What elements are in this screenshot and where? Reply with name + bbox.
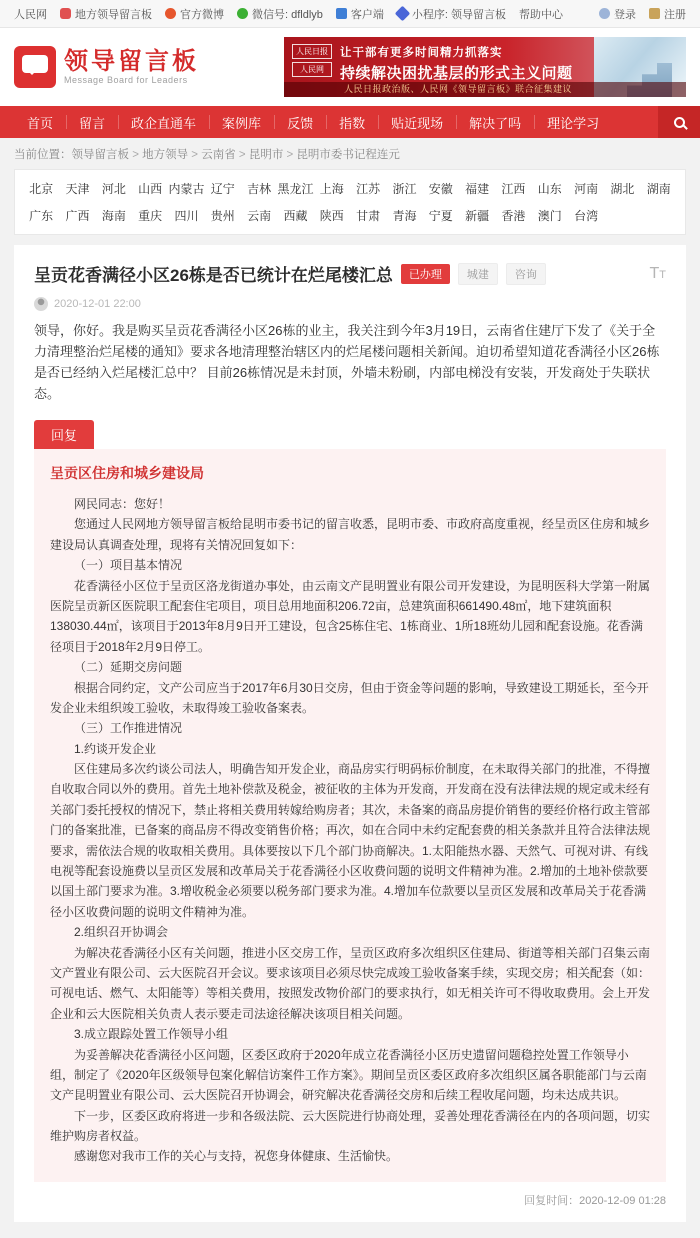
province-link[interactable]: 内蒙古: [168, 182, 205, 196]
status-badge: 已办理: [401, 264, 450, 284]
weibo-icon: [165, 8, 176, 19]
nav-item-solved[interactable]: 解决了吗: [456, 106, 534, 138]
province-link[interactable]: 江苏: [356, 182, 381, 196]
nav-item-home[interactable]: 首页: [27, 115, 54, 131]
nav-item-feedback[interactable]: 反馈: [274, 106, 326, 138]
reply-tab-label: 回复: [34, 420, 94, 449]
reply-timestamp: [34, 1192, 666, 1208]
topbar-link-client-app[interactable]: [336, 6, 384, 22]
register-link[interactable]: [649, 6, 686, 22]
reply-paragraph: 您通过人民网地方领导留言板给昆明市委书记的留言收悉，昆明市委、市政府高度重视，经呈贡区住房和城乡建设局认真调查处理，现将有关情况回复如下：: [50, 517, 651, 552]
province-link[interactable]: 黑龙江: [277, 182, 314, 196]
mobile-app-icon: [336, 8, 347, 19]
province-link[interactable]: 福建: [465, 182, 490, 196]
province-link[interactable]: 台湾: [574, 209, 599, 223]
province-link[interactable]: 山西: [138, 182, 163, 196]
province-link[interactable]: 山东: [537, 182, 562, 196]
breadcrumb: [0, 138, 700, 169]
reply-time-value: 2020-12-09 01:28: [579, 1194, 666, 1207]
province-link[interactable]: 陕西: [319, 209, 344, 223]
topbar-label: 官方微博: [180, 8, 224, 21]
nav-item-gov-enterprise[interactable]: 政企直通车: [118, 106, 209, 138]
post-meta-row: [34, 297, 666, 311]
pen-icon: [649, 8, 660, 19]
breadcrumb-item[interactable]: > 昆明市委书记程连元: [283, 149, 400, 161]
login-label: 登录: [614, 8, 636, 21]
reply-paragraph: 为解决花香满径小区有关问题，推进小区交房工作，呈贡区政府多次组织区住建局、街道等相关部门召集云南文产置业有限公司、云大医院召开会议。要求该项目必须尽快完成竣工验收备案手续，实现交房；相关配套（如：可视电话、燃气、太阳能等）等相关费用，按照发改物价部门的要求执行，如无相关许可不得收取费用。会上开发企业和云大医院相关负责人表示要走司法途径解决该项目相关问题。: [50, 945, 651, 1021]
site-subtitle: Message Board for Leaders: [64, 75, 188, 86]
reply-paragraph: 根据合同约定，文产公司应当于2017年6月30日交房，但由于资金等问题的影响，导致建设工期延长，至今开发企业未组织竣工验收，未取得竣工验收备案表。: [50, 680, 649, 715]
message-bubble-icon: [60, 8, 71, 19]
breadcrumb-label: 当前位置：: [14, 149, 72, 161]
reply-paragraph: （二）延期交房问题: [74, 660, 183, 675]
province-link[interactable]: 宁夏: [428, 209, 453, 223]
banner-headline: [340, 44, 573, 83]
province-link[interactable]: 甘肃: [356, 209, 381, 223]
logo-speech-bubble-icon: [14, 46, 56, 88]
reply-paragraph: 2.组织召开协调会: [74, 925, 169, 940]
nav-item-case-library[interactable]: 案例库: [209, 106, 274, 138]
province-link[interactable]: 江西: [501, 182, 526, 196]
banner-line2: 持续解决困扰基层的形式主义问题: [340, 65, 573, 82]
topbar-link-mini-program[interactable]: [397, 6, 506, 22]
font-size-tool[interactable]: [649, 265, 666, 283]
top-utility-bar: [0, 0, 700, 28]
reply-paragraphs: [50, 494, 650, 1167]
reply-paragraph: 为妥善解决花香满径小区问题，区委区政府于2020年成立花香满径小区历史遗留问题稳控处置工作领导小组，制定了《2020年区级领导包案化解信访案件工作方案》。期间呈贡区委区政府多次组织区属各职能部门与云南文产昆明置业有限公司、云大医院召开协调会，研究解决花香满径交房和后续工程收尾问题，均未达成共识。: [50, 1047, 647, 1103]
banner-strip-text: 人民日报政治版、人民网《领导留言板》联合征集建议: [284, 82, 686, 97]
banner-ad[interactable]: [284, 37, 686, 97]
banner-brand-logos: [292, 44, 332, 77]
reply-paragraph: （一）项目基本情况: [74, 558, 183, 573]
login-link[interactable]: [599, 6, 636, 22]
reply-time-label: 回复时间：: [524, 1194, 580, 1207]
province-link[interactable]: 北京: [29, 182, 54, 196]
province-row: [23, 175, 677, 202]
province-links-panel: [14, 169, 686, 235]
topbar-label: 人民网: [14, 8, 47, 21]
province-link[interactable]: 上海: [319, 182, 344, 196]
search-icon: [674, 117, 685, 128]
nav-item-theory-study[interactable]: 理论学习: [534, 106, 612, 138]
reply-paragraph: 感谢您对我市工作的关心与支持，祝您身体健康、生活愉快。: [74, 1149, 399, 1164]
nav-item-index[interactable]: 指数: [326, 106, 378, 138]
breadcrumb-item[interactable]: > 云南省: [188, 149, 236, 161]
reply-paragraph: 区住建局多次约谈公司法人，明确告知开发企业，商品房实行明码标价制度，在未取得关部门的批准，不得擅自收取合同以外的费用。首先土地补偿款及税金，被征收的主体为开发商，开发商在没有法律法规的规定或未经有关部门委托授权的情况下，禁止将相关费用转嫁给购房者；其次，未备案的商品房提价销售的要经价格行政主管部门的备案批准，已备案的商品房不得改变销售价格；再次，如在合同中未约定配套费的相关条款并且符合法律法规要求，需依法合规的收取相关费用。具体要按以下几个部门协商解决。1.太阳能热水器、天然气、可视对讲、有线电视等配套设施费以呈贡区发展和改革局关于花香满径小区收费问题的说明文件精神为准。2.增加的土地补偿款要以国土部门要求为准。3.增收税金必须要以税务部门要求为准。4.增加车位款要以呈贡区发展和改革局关于花香满径小区收费问题的说明文件精神为准。: [50, 762, 651, 919]
topbar-label: 客户端: [350, 8, 384, 21]
topbar-label: 小程序: 领导留言板: [411, 8, 507, 21]
province-link[interactable]: 新疆: [465, 209, 490, 223]
province-link[interactable]: 香港: [501, 209, 526, 223]
user-icon: [599, 8, 610, 19]
province-link[interactable]: 安徽: [428, 182, 453, 196]
province-link[interactable]: 广东: [29, 209, 54, 223]
post-card: [14, 245, 686, 1222]
province-link[interactable]: 四川: [174, 209, 199, 223]
topbar-link-help-center[interactable]: [519, 6, 563, 22]
province-link[interactable]: 浙江: [392, 182, 417, 196]
search-button[interactable]: [658, 106, 700, 138]
province-link[interactable]: 湖南: [646, 182, 671, 196]
province-link[interactable]: 河北: [101, 182, 126, 196]
province-link[interactable]: 河南: [574, 182, 599, 196]
nav-item-messages[interactable]: 留言: [66, 106, 118, 138]
reply-box: [34, 449, 666, 1182]
banner-line1: 让干部有更多时间精力抓落实: [340, 47, 503, 59]
reply-paragraph: 花香满径小区位于呈贡区洛龙街道办事处，由云南文产昆明置业有限公司开发建设，为昆明医科大学第一附属医院呈贡新区医院职工配套住宅项目，项目总用地面积206.72亩，总建筑面积661490.48㎡，地下建筑面积138030.44㎡，该项目于2013年8月9日开工建设，包含25栋住宅、1栋商业、1所18班幼儿园和配套设施。花香满径项目于2018年2月9日停工。: [50, 578, 651, 654]
breadcrumb-item[interactable]: 领导留言板: [71, 149, 129, 161]
font-small-label: T: [659, 268, 666, 281]
province-link[interactable]: 吉林: [247, 182, 272, 196]
nav-item-on-the-scene[interactable]: 贴近现场: [378, 106, 456, 138]
site-logo[interactable]: [14, 46, 199, 88]
peoples-daily-logo: 人民日报: [292, 44, 332, 59]
province-link[interactable]: 澳门: [537, 209, 562, 223]
province-link[interactable]: 海南: [101, 209, 126, 223]
province-link[interactable]: 辽宁: [210, 182, 235, 196]
province-link[interactable]: 重庆: [138, 209, 163, 223]
reply-paragraph: 下一步，区委区政府将进一步和各级法院、云大医院进行协商处理，妥善处理花香满径在内的各项问题，切实维护购房者权益。: [50, 1108, 651, 1144]
font-large-label: T: [649, 264, 660, 282]
main-nav: [0, 106, 700, 138]
mini-program-icon: [395, 6, 411, 22]
reply-paragraph: （三）工作推进情况: [74, 721, 183, 736]
register-label: 注册: [664, 8, 686, 21]
user-avatar: [34, 297, 48, 311]
post-title: 呈贡花香满径小区26栋是否已统计在烂尾楼汇总: [34, 266, 393, 285]
reply-paragraph: 1.约谈开发企业: [74, 741, 157, 756]
topbar-link-weibo[interactable]: [165, 6, 224, 22]
topbar-link-wechat[interactable]: [237, 6, 323, 22]
topbar-label: 微信号: dfldlyb: [252, 8, 323, 21]
province-link[interactable]: 广西: [65, 209, 90, 223]
peoples-net-logo: 人民网: [292, 62, 332, 77]
site-header: [0, 28, 700, 106]
province-link[interactable]: 天津: [65, 182, 90, 196]
breadcrumb-item[interactable]: > 昆明市: [236, 149, 284, 161]
province-row: [23, 202, 677, 229]
category-tag: 城建: [458, 263, 498, 285]
topbar-link-local-leaders-board[interactable]: [60, 6, 152, 22]
wechat-icon: [237, 8, 248, 19]
province-link[interactable]: 云南: [247, 209, 272, 223]
province-link[interactable]: 西藏: [283, 209, 308, 223]
site-title: 领导留言板: [64, 47, 199, 75]
breadcrumb-item[interactable]: > 地方领导: [129, 149, 188, 161]
post-date: 2020-12-01 22:00: [54, 298, 141, 310]
reply-paragraph: 3.成立跟踪处置工作领导小组: [74, 1027, 229, 1042]
reply-department-name: 呈贡区住房和城乡建设局: [50, 465, 204, 482]
topbar-label: 帮助中心: [519, 8, 564, 21]
province-link[interactable]: 青海: [392, 209, 417, 223]
topbar-label: 地方领导留言板: [75, 8, 152, 21]
post-title-row: [34, 261, 666, 286]
reply-paragraph: 网民同志：您好！: [74, 496, 171, 511]
post-body-text: 领导，你好。我是购买呈贡花香满径小区26栋的业主，我关注到今年3月19日，云南省住建厅下发了《关于全力清理整治烂尾楼的通知》要求各地清理整治辖区内的烂尾楼问题相关新闻。迫切希望知道花香满径小区26栋是否已经纳入烂尾楼汇总中？ 目前26栋情况是未封顶，外墙未粉刷，内部电梯没有安装，开发商处于失联状态。: [34, 323, 660, 402]
province-link[interactable]: 湖北: [610, 182, 635, 196]
province-link[interactable]: 贵州: [210, 209, 235, 223]
topbar-link-peoples-daily-online[interactable]: [14, 6, 47, 22]
type-tag: 咨询: [506, 263, 546, 285]
